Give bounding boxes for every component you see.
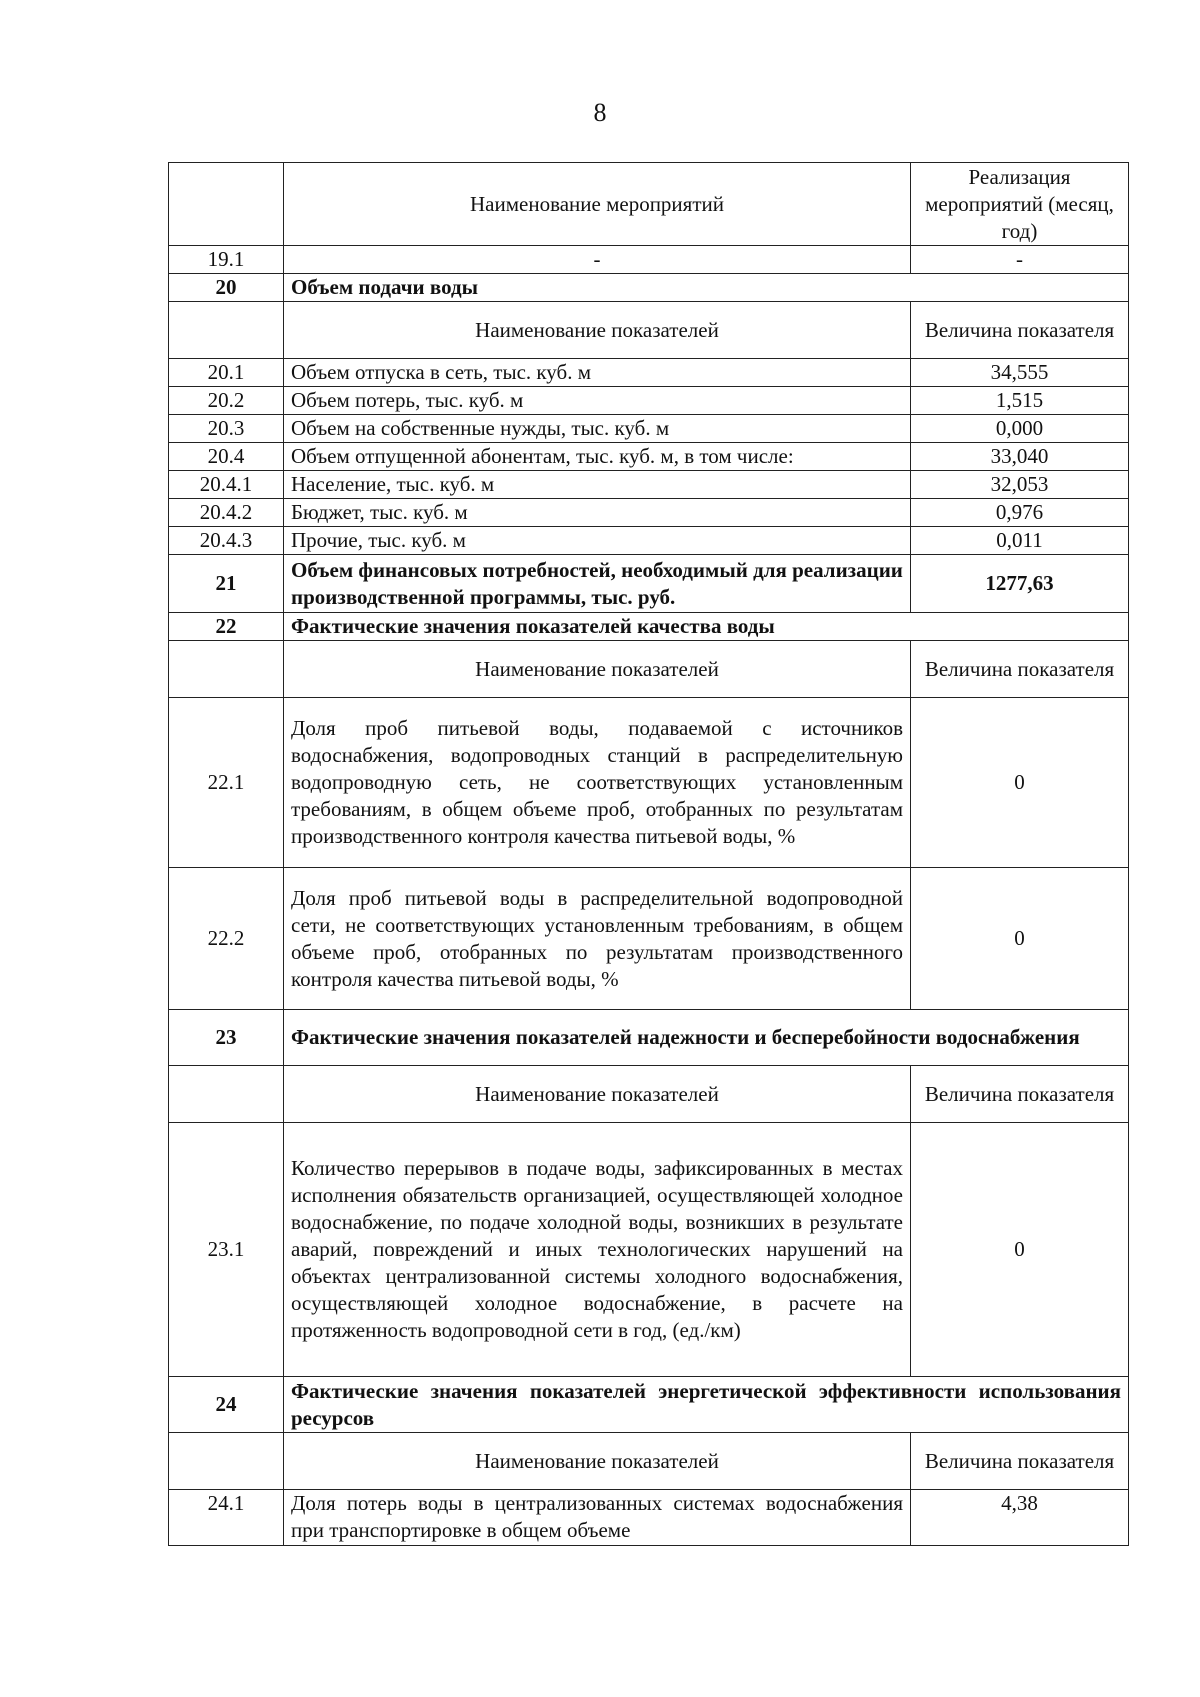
row-name: Объем потерь, тыс. куб. м — [284, 387, 911, 415]
row-value: 34,555 — [911, 359, 1129, 387]
row-value: 33,040 — [911, 443, 1129, 471]
section-row — [169, 274, 1129, 302]
header-impl-cell: Реализация мероприятий (месяц, год) — [911, 163, 1129, 246]
table-row — [169, 1123, 1129, 1377]
row-number: 20.2 — [169, 387, 284, 415]
row-name: Доля проб питьевой воды, подаваемой с источников водоснабжения, водопроводных станций в распределительную водопроводную сеть, не соответствующих установленным требованиям, в общем объеме проб, отобранных по результатам производственного контроля качества питьевой воды, % — [284, 698, 911, 868]
table-row — [169, 246, 1129, 274]
row-number: 22.2 — [169, 868, 284, 1010]
subheader-name-cell: Наименование показателей — [284, 1066, 911, 1123]
row-value: 0 — [911, 868, 1129, 1010]
section-row — [169, 613, 1129, 641]
row-number: 20.3 — [169, 415, 284, 443]
section-number: 21 — [169, 555, 284, 613]
subheader-name-cell: Наименование показателей — [284, 641, 911, 698]
row-value: 0,000 — [911, 415, 1129, 443]
section-number: 22 — [169, 613, 284, 641]
row-number: 24.1 — [169, 1490, 284, 1546]
row-name: Прочие, тыс. куб. м — [284, 527, 911, 555]
row-name: Объем отпущенной абонентам, тыс. куб. м, в том числе: — [284, 443, 911, 471]
row-name: Объем на собственные нужды, тыс. куб. м — [284, 415, 911, 443]
row-number: 20.4.1 — [169, 471, 284, 499]
table-row — [169, 527, 1129, 555]
subheader-row — [169, 1066, 1129, 1123]
row-value: - — [911, 246, 1129, 274]
row-name: Доля проб питьевой воды в распределительной водопроводной сети, не соответствующих установленным требованиям, в общем объеме проб, отобранных по результатам производственного контроля качества питьевой воды, % — [284, 868, 911, 1010]
subheader-num-cell — [169, 1066, 284, 1123]
section-number: 23 — [169, 1010, 284, 1066]
subheader-num-cell — [169, 1433, 284, 1490]
table-row — [169, 359, 1129, 387]
row-number: 19.1 — [169, 246, 284, 274]
section-row — [169, 1377, 1129, 1433]
section-number: 24 — [169, 1377, 284, 1433]
row-value: 32,053 — [911, 471, 1129, 499]
row-name: - — [284, 246, 911, 274]
indicators-table — [168, 162, 1129, 1546]
row-value: 0 — [911, 698, 1129, 868]
subheader-value-cell: Величина показателя — [911, 1066, 1129, 1123]
row-name: Объем отпуска в сеть, тыс. куб. м — [284, 359, 911, 387]
row-number: 20.4.2 — [169, 499, 284, 527]
subheader-value-cell: Величина показателя — [911, 302, 1129, 359]
table-row — [169, 471, 1129, 499]
row-value: 4,38 — [911, 1490, 1129, 1546]
row-value: 1,515 — [911, 387, 1129, 415]
row-value: 0 — [911, 1123, 1129, 1377]
table-row — [169, 1490, 1129, 1546]
subheader-row — [169, 641, 1129, 698]
section-title: Объем подачи воды — [284, 274, 1129, 302]
row-number: 20.4 — [169, 443, 284, 471]
section-value: 1277,63 — [911, 555, 1129, 613]
section-title: Объем финансовых потребностей, необходимый для реализации производственной программы, тыс. руб. — [284, 555, 911, 613]
section-row — [169, 555, 1129, 613]
row-name: Доля потерь воды в централизованных системах водоснабжения при транспортировке в общем объеме — [284, 1490, 911, 1546]
subheader-row — [169, 1433, 1129, 1490]
subheader-value-cell: Величина показателя — [911, 641, 1129, 698]
row-number: 23.1 — [169, 1123, 284, 1377]
table-row — [169, 499, 1129, 527]
section-number: 20 — [169, 274, 284, 302]
row-value: 0,976 — [911, 499, 1129, 527]
row-number: 22.1 — [169, 698, 284, 868]
subheader-row — [169, 302, 1129, 359]
subheader-name-cell: Наименование показателей — [284, 1433, 911, 1490]
row-name: Количество перерывов в подаче воды, зафиксированных в местах исполнения обязательств организацией, осуществляющей холодное водоснабжение, по подаче холодной воды, возникших в результате аварий, повреждений и иных технологических нарушений на объектах централизованной системы холодного водоснабжения, осуществляющей холодное водоснабжение, в расчете на протяженность водопроводной сети в год, (ед./км) — [284, 1123, 911, 1377]
subheader-name-cell: Наименование показателей — [284, 302, 911, 359]
row-number: 20.1 — [169, 359, 284, 387]
row-name: Население, тыс. куб. м — [284, 471, 911, 499]
table-row — [169, 443, 1129, 471]
header-name-cell: Наименование мероприятий — [284, 163, 911, 246]
row-number: 20.4.3 — [169, 527, 284, 555]
row-value: 0,011 — [911, 527, 1129, 555]
table-header-row — [169, 163, 1129, 246]
table-row — [169, 868, 1129, 1010]
subheader-num-cell — [169, 641, 284, 698]
table-row — [169, 415, 1129, 443]
subheader-value-cell: Величина показателя — [911, 1433, 1129, 1490]
section-title: Фактические значения показателей надежности и бесперебойности водоснабжения — [284, 1010, 1129, 1066]
section-title: Фактические значения показателей качества воды — [284, 613, 1129, 641]
section-title: Фактические значения показателей энергетической эффективности использования ресурсов — [284, 1377, 1129, 1433]
table-row — [169, 698, 1129, 868]
section-row — [169, 1010, 1129, 1066]
header-num-cell — [169, 163, 284, 246]
subheader-num-cell — [169, 302, 284, 359]
row-name: Бюджет, тыс. куб. м — [284, 499, 911, 527]
page-number: 8 — [593, 98, 607, 127]
table-row — [169, 387, 1129, 415]
